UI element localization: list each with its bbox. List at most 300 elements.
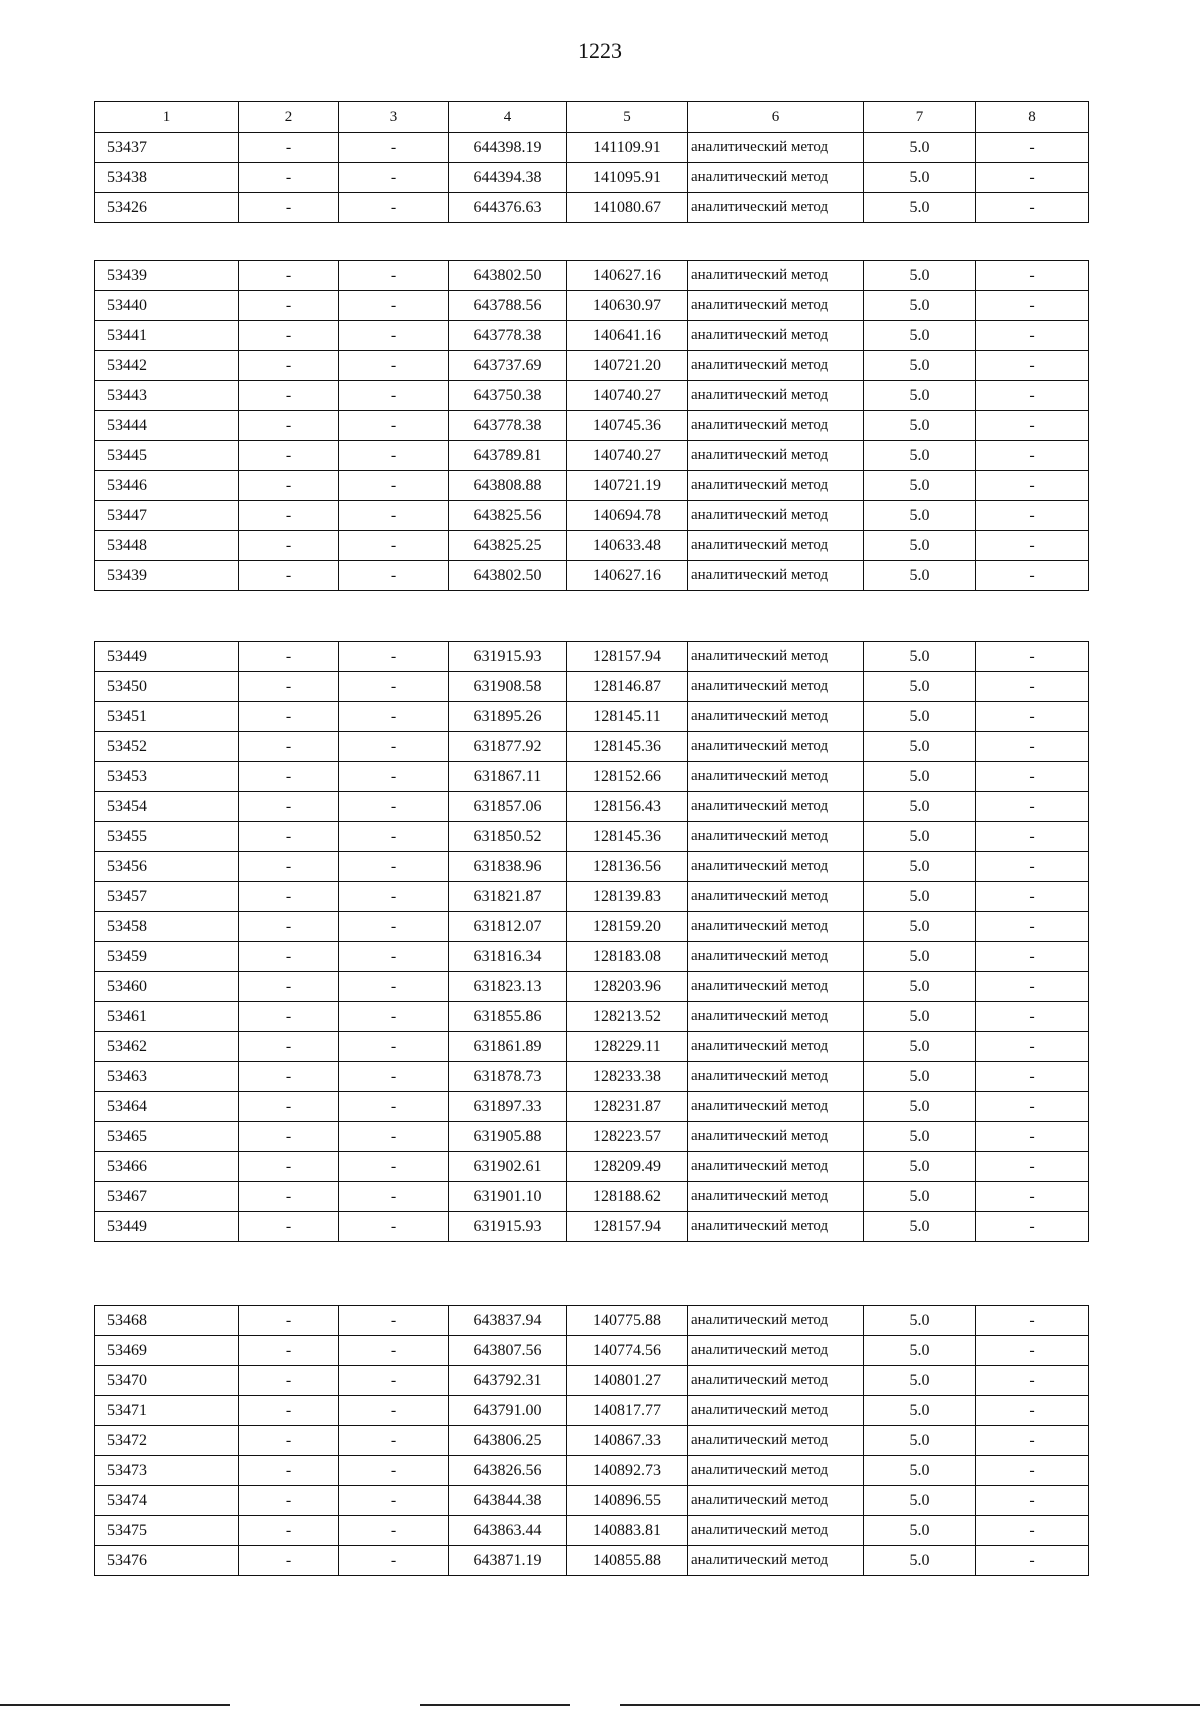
cell-coord-x: 644376.63 bbox=[449, 193, 567, 223]
cell-col-2: - bbox=[239, 1546, 339, 1576]
cell-coord-y: 128188.62 bbox=[567, 1182, 688, 1212]
table-row bbox=[95, 471, 1089, 501]
table-row bbox=[95, 1486, 1089, 1516]
cell-col-2: - bbox=[239, 501, 339, 531]
cell-coord-y: 128231.87 bbox=[567, 1092, 688, 1122]
cell-col-8: - bbox=[976, 1182, 1089, 1212]
cell-col-2: - bbox=[239, 972, 339, 1002]
cell-col-8: - bbox=[976, 942, 1089, 972]
cell-col-8: - bbox=[976, 702, 1089, 732]
cell-accuracy: 5.0 bbox=[864, 972, 976, 1002]
cell-point-number: 53468 bbox=[95, 1306, 239, 1336]
cell-coord-y: 141080.67 bbox=[567, 193, 688, 223]
table-row bbox=[95, 822, 1089, 852]
coordinates-table-block-1 bbox=[94, 101, 1089, 223]
cell-coord-x: 643825.56 bbox=[449, 501, 567, 531]
cell-coord-x: 643825.25 bbox=[449, 531, 567, 561]
cell-coord-y: 140801.27 bbox=[567, 1366, 688, 1396]
cell-point-number: 53465 bbox=[95, 1122, 239, 1152]
cell-coord-x: 631901.10 bbox=[449, 1182, 567, 1212]
column-header: 6 bbox=[688, 102, 864, 133]
cell-col-3: - bbox=[339, 1426, 449, 1456]
cell-accuracy: 5.0 bbox=[864, 133, 976, 163]
cell-method: аналитический метод bbox=[688, 1546, 864, 1576]
cell-method: аналитический метод bbox=[688, 732, 864, 762]
cell-col-3: - bbox=[339, 1212, 449, 1242]
cell-col-2: - bbox=[239, 133, 339, 163]
cell-col-3: - bbox=[339, 1062, 449, 1092]
cell-coord-y: 140896.55 bbox=[567, 1486, 688, 1516]
column-header: 8 bbox=[976, 102, 1089, 133]
cell-point-number: 53466 bbox=[95, 1152, 239, 1182]
cell-accuracy: 5.0 bbox=[864, 351, 976, 381]
cell-col-3: - bbox=[339, 351, 449, 381]
cell-method: аналитический метод bbox=[688, 642, 864, 672]
table-row bbox=[95, 1306, 1089, 1336]
cell-col-2: - bbox=[239, 531, 339, 561]
cell-col-3: - bbox=[339, 642, 449, 672]
table-row bbox=[95, 261, 1089, 291]
cell-coord-y: 140641.16 bbox=[567, 321, 688, 351]
cell-coord-x: 631821.87 bbox=[449, 882, 567, 912]
cell-coord-x: 631850.52 bbox=[449, 822, 567, 852]
cell-coord-x: 631861.89 bbox=[449, 1032, 567, 1062]
cell-coord-y: 128156.43 bbox=[567, 792, 688, 822]
cell-col-3: - bbox=[339, 912, 449, 942]
cell-coord-y: 128223.57 bbox=[567, 1122, 688, 1152]
cell-point-number: 53440 bbox=[95, 291, 239, 321]
column-header: 1 bbox=[95, 102, 239, 133]
cell-point-number: 53472 bbox=[95, 1426, 239, 1456]
cell-method: аналитический метод bbox=[688, 501, 864, 531]
cell-coord-x: 643837.94 bbox=[449, 1306, 567, 1336]
cell-point-number: 53443 bbox=[95, 381, 239, 411]
cell-col-2: - bbox=[239, 561, 339, 591]
cell-coord-x: 643802.50 bbox=[449, 561, 567, 591]
cell-coord-y: 141095.91 bbox=[567, 163, 688, 193]
cell-col-3: - bbox=[339, 1546, 449, 1576]
cell-point-number: 53469 bbox=[95, 1336, 239, 1366]
cell-coord-x: 643778.38 bbox=[449, 321, 567, 351]
cell-point-number: 53457 bbox=[95, 882, 239, 912]
cell-coord-y: 140855.88 bbox=[567, 1546, 688, 1576]
cell-coord-x: 643806.25 bbox=[449, 1426, 567, 1456]
cell-point-number: 53474 bbox=[95, 1486, 239, 1516]
cell-accuracy: 5.0 bbox=[864, 1366, 976, 1396]
cell-col-8: - bbox=[976, 1062, 1089, 1092]
cell-coord-y: 128209.49 bbox=[567, 1152, 688, 1182]
cell-col-8: - bbox=[976, 642, 1089, 672]
cell-accuracy: 5.0 bbox=[864, 852, 976, 882]
cell-point-number: 53459 bbox=[95, 942, 239, 972]
cell-accuracy: 5.0 bbox=[864, 381, 976, 411]
cell-col-3: - bbox=[339, 1456, 449, 1486]
cell-coord-x: 631816.34 bbox=[449, 942, 567, 972]
cell-col-2: - bbox=[239, 1032, 339, 1062]
column-header: 3 bbox=[339, 102, 449, 133]
cell-col-3: - bbox=[339, 1336, 449, 1366]
scan-edge-line bbox=[620, 1704, 1200, 1706]
cell-coord-x: 643750.38 bbox=[449, 381, 567, 411]
cell-col-3: - bbox=[339, 321, 449, 351]
cell-coord-y: 128203.96 bbox=[567, 972, 688, 1002]
cell-col-8: - bbox=[976, 381, 1089, 411]
cell-col-2: - bbox=[239, 411, 339, 441]
cell-method: аналитический метод bbox=[688, 702, 864, 732]
table-row bbox=[95, 1546, 1089, 1576]
cell-col-3: - bbox=[339, 1182, 449, 1212]
scan-edge-line bbox=[420, 1704, 570, 1706]
cell-accuracy: 5.0 bbox=[864, 501, 976, 531]
cell-coord-y: 128139.83 bbox=[567, 882, 688, 912]
cell-coord-x: 643844.38 bbox=[449, 1486, 567, 1516]
cell-col-2: - bbox=[239, 792, 339, 822]
cell-coord-y: 140627.16 bbox=[567, 261, 688, 291]
table-row bbox=[95, 1032, 1089, 1062]
cell-method: аналитический метод bbox=[688, 1122, 864, 1152]
cell-col-8: - bbox=[976, 1002, 1089, 1032]
table-row bbox=[95, 1426, 1089, 1456]
cell-col-3: - bbox=[339, 471, 449, 501]
table-row bbox=[95, 882, 1089, 912]
cell-col-2: - bbox=[239, 702, 339, 732]
cell-point-number: 53467 bbox=[95, 1182, 239, 1212]
cell-col-2: - bbox=[239, 1516, 339, 1546]
cell-method: аналитический метод bbox=[688, 1182, 864, 1212]
cell-col-3: - bbox=[339, 792, 449, 822]
cell-method: аналитический метод bbox=[688, 193, 864, 223]
cell-col-2: - bbox=[239, 471, 339, 501]
cell-coord-x: 643826.56 bbox=[449, 1456, 567, 1486]
cell-method: аналитический метод bbox=[688, 1002, 864, 1032]
cell-col-2: - bbox=[239, 1486, 339, 1516]
cell-accuracy: 5.0 bbox=[864, 1396, 976, 1426]
cell-accuracy: 5.0 bbox=[864, 1002, 976, 1032]
cell-col-8: - bbox=[976, 531, 1089, 561]
scan-edge-line bbox=[0, 1704, 230, 1706]
cell-method: аналитический метод bbox=[688, 822, 864, 852]
cell-col-8: - bbox=[976, 762, 1089, 792]
cell-col-8: - bbox=[976, 1092, 1089, 1122]
cell-coord-y: 128145.36 bbox=[567, 732, 688, 762]
cell-coord-y: 140740.27 bbox=[567, 441, 688, 471]
cell-point-number: 53448 bbox=[95, 531, 239, 561]
table-row bbox=[95, 381, 1089, 411]
cell-point-number: 53447 bbox=[95, 501, 239, 531]
cell-col-3: - bbox=[339, 942, 449, 972]
cell-accuracy: 5.0 bbox=[864, 561, 976, 591]
cell-col-3: - bbox=[339, 672, 449, 702]
cell-coord-y: 140867.33 bbox=[567, 1426, 688, 1456]
cell-col-3: - bbox=[339, 852, 449, 882]
cell-method: аналитический метод bbox=[688, 1456, 864, 1486]
table-row bbox=[95, 1456, 1089, 1486]
cell-point-number: 53446 bbox=[95, 471, 239, 501]
cell-accuracy: 5.0 bbox=[864, 193, 976, 223]
cell-coord-x: 631915.93 bbox=[449, 642, 567, 672]
cell-method: аналитический метод bbox=[688, 381, 864, 411]
cell-accuracy: 5.0 bbox=[864, 942, 976, 972]
cell-coord-y: 128213.52 bbox=[567, 1002, 688, 1032]
cell-point-number: 53463 bbox=[95, 1062, 239, 1092]
table-row bbox=[95, 133, 1089, 163]
cell-accuracy: 5.0 bbox=[864, 163, 976, 193]
cell-method: аналитический метод bbox=[688, 1062, 864, 1092]
cell-accuracy: 5.0 bbox=[864, 1456, 976, 1486]
cell-accuracy: 5.0 bbox=[864, 1426, 976, 1456]
cell-coord-y: 140721.19 bbox=[567, 471, 688, 501]
cell-method: аналитический метод bbox=[688, 561, 864, 591]
table-row bbox=[95, 321, 1089, 351]
cell-point-number: 53439 bbox=[95, 261, 239, 291]
cell-coord-x: 643807.56 bbox=[449, 1336, 567, 1366]
cell-col-2: - bbox=[239, 1366, 339, 1396]
cell-coord-y: 128152.66 bbox=[567, 762, 688, 792]
cell-point-number: 53458 bbox=[95, 912, 239, 942]
cell-method: аналитический метод bbox=[688, 351, 864, 381]
cell-accuracy: 5.0 bbox=[864, 1032, 976, 1062]
cell-point-number: 53449 bbox=[95, 1212, 239, 1242]
cell-col-2: - bbox=[239, 261, 339, 291]
cell-accuracy: 5.0 bbox=[864, 1152, 976, 1182]
cell-coord-x: 643808.88 bbox=[449, 471, 567, 501]
table-row bbox=[95, 972, 1089, 1002]
table-row bbox=[95, 942, 1089, 972]
cell-col-8: - bbox=[976, 1366, 1089, 1396]
cell-col-8: - bbox=[976, 1396, 1089, 1426]
cell-accuracy: 5.0 bbox=[864, 1122, 976, 1152]
cell-point-number: 53444 bbox=[95, 411, 239, 441]
cell-col-8: - bbox=[976, 1152, 1089, 1182]
cell-col-2: - bbox=[239, 1396, 339, 1426]
cell-coord-x: 631915.93 bbox=[449, 1212, 567, 1242]
table-row bbox=[95, 1092, 1089, 1122]
cell-coord-y: 140721.20 bbox=[567, 351, 688, 381]
cell-col-8: - bbox=[976, 1212, 1089, 1242]
cell-col-3: - bbox=[339, 882, 449, 912]
cell-coord-y: 140694.78 bbox=[567, 501, 688, 531]
cell-col-2: - bbox=[239, 882, 339, 912]
cell-coord-x: 644394.38 bbox=[449, 163, 567, 193]
cell-point-number: 53449 bbox=[95, 642, 239, 672]
cell-col-2: - bbox=[239, 642, 339, 672]
table-row bbox=[95, 1212, 1089, 1242]
cell-coord-x: 631908.58 bbox=[449, 672, 567, 702]
cell-col-3: - bbox=[339, 193, 449, 223]
cell-col-8: - bbox=[976, 351, 1089, 381]
cell-coord-x: 643871.19 bbox=[449, 1546, 567, 1576]
table-row bbox=[95, 193, 1089, 223]
cell-method: аналитический метод bbox=[688, 762, 864, 792]
cell-col-8: - bbox=[976, 1032, 1089, 1062]
cell-method: аналитический метод bbox=[688, 1212, 864, 1242]
cell-coord-y: 128136.56 bbox=[567, 852, 688, 882]
cell-col-8: - bbox=[976, 792, 1089, 822]
cell-col-2: - bbox=[239, 351, 339, 381]
cell-point-number: 53445 bbox=[95, 441, 239, 471]
table-row bbox=[95, 912, 1089, 942]
table-row bbox=[95, 792, 1089, 822]
cell-method: аналитический метод bbox=[688, 163, 864, 193]
cell-accuracy: 5.0 bbox=[864, 291, 976, 321]
cell-col-2: - bbox=[239, 1336, 339, 1366]
cell-point-number: 53439 bbox=[95, 561, 239, 591]
cell-col-8: - bbox=[976, 471, 1089, 501]
cell-method: аналитический метод bbox=[688, 1092, 864, 1122]
cell-accuracy: 5.0 bbox=[864, 1306, 976, 1336]
cell-col-3: - bbox=[339, 972, 449, 1002]
cell-method: аналитический метод bbox=[688, 1336, 864, 1366]
cell-accuracy: 5.0 bbox=[864, 1546, 976, 1576]
cell-method: аналитический метод bbox=[688, 261, 864, 291]
cell-coord-x: 643802.50 bbox=[449, 261, 567, 291]
cell-col-8: - bbox=[976, 561, 1089, 591]
cell-coord-y: 128159.20 bbox=[567, 912, 688, 942]
cell-col-8: - bbox=[976, 912, 1089, 942]
cell-col-8: - bbox=[976, 1426, 1089, 1456]
table-row bbox=[95, 762, 1089, 792]
cell-accuracy: 5.0 bbox=[864, 531, 976, 561]
table-row bbox=[95, 1062, 1089, 1092]
cell-coord-x: 631877.92 bbox=[449, 732, 567, 762]
cell-col-8: - bbox=[976, 1306, 1089, 1336]
cell-point-number: 53450 bbox=[95, 672, 239, 702]
cell-coord-y: 128233.38 bbox=[567, 1062, 688, 1092]
table-row bbox=[95, 672, 1089, 702]
cell-method: аналитический метод bbox=[688, 792, 864, 822]
cell-col-2: - bbox=[239, 1122, 339, 1152]
cell-accuracy: 5.0 bbox=[864, 1486, 976, 1516]
cell-col-8: - bbox=[976, 193, 1089, 223]
cell-coord-x: 631905.88 bbox=[449, 1122, 567, 1152]
cell-point-number: 53442 bbox=[95, 351, 239, 381]
cell-col-2: - bbox=[239, 1182, 339, 1212]
cell-coord-x: 643788.56 bbox=[449, 291, 567, 321]
cell-method: аналитический метод bbox=[688, 291, 864, 321]
cell-col-3: - bbox=[339, 822, 449, 852]
cell-col-3: - bbox=[339, 1032, 449, 1062]
cell-coord-y: 128157.94 bbox=[567, 642, 688, 672]
cell-col-3: - bbox=[339, 1306, 449, 1336]
cell-method: аналитический метод bbox=[688, 471, 864, 501]
cell-point-number: 53451 bbox=[95, 702, 239, 732]
cell-accuracy: 5.0 bbox=[864, 441, 976, 471]
table-row bbox=[95, 1152, 1089, 1182]
cell-col-8: - bbox=[976, 732, 1089, 762]
cell-coord-x: 631878.73 bbox=[449, 1062, 567, 1092]
cell-coord-y: 128157.94 bbox=[567, 1212, 688, 1242]
cell-coord-x: 631857.06 bbox=[449, 792, 567, 822]
cell-accuracy: 5.0 bbox=[864, 1212, 976, 1242]
cell-coord-y: 140745.36 bbox=[567, 411, 688, 441]
cell-method: аналитический метод bbox=[688, 1152, 864, 1182]
cell-col-2: - bbox=[239, 732, 339, 762]
cell-point-number: 53455 bbox=[95, 822, 239, 852]
cell-method: аналитический метод bbox=[688, 912, 864, 942]
cell-coord-y: 140740.27 bbox=[567, 381, 688, 411]
table-row bbox=[95, 291, 1089, 321]
cell-coord-x: 643791.00 bbox=[449, 1396, 567, 1426]
cell-coord-y: 128145.36 bbox=[567, 822, 688, 852]
table-row bbox=[95, 732, 1089, 762]
cell-method: аналитический метод bbox=[688, 852, 864, 882]
cell-col-3: - bbox=[339, 732, 449, 762]
cell-accuracy: 5.0 bbox=[864, 321, 976, 351]
cell-coord-y: 128145.11 bbox=[567, 702, 688, 732]
cell-accuracy: 5.0 bbox=[864, 471, 976, 501]
table-row bbox=[95, 1182, 1089, 1212]
cell-method: аналитический метод bbox=[688, 1366, 864, 1396]
cell-col-3: - bbox=[339, 1002, 449, 1032]
cell-col-8: - bbox=[976, 261, 1089, 291]
cell-accuracy: 5.0 bbox=[864, 672, 976, 702]
cell-accuracy: 5.0 bbox=[864, 1182, 976, 1212]
table-row bbox=[95, 852, 1089, 882]
cell-method: аналитический метод bbox=[688, 1396, 864, 1426]
cell-col-3: - bbox=[339, 163, 449, 193]
column-header: 7 bbox=[864, 102, 976, 133]
cell-method: аналитический метод bbox=[688, 972, 864, 1002]
cell-coord-y: 140817.77 bbox=[567, 1396, 688, 1426]
table-row bbox=[95, 441, 1089, 471]
table-row bbox=[95, 561, 1089, 591]
cell-accuracy: 5.0 bbox=[864, 702, 976, 732]
cell-col-2: - bbox=[239, 441, 339, 471]
cell-coord-x: 643778.38 bbox=[449, 411, 567, 441]
cell-col-3: - bbox=[339, 1152, 449, 1182]
cell-point-number: 53454 bbox=[95, 792, 239, 822]
cell-col-8: - bbox=[976, 822, 1089, 852]
cell-accuracy: 5.0 bbox=[864, 1516, 976, 1546]
table-row bbox=[95, 1336, 1089, 1366]
table-row bbox=[95, 351, 1089, 381]
cell-col-2: - bbox=[239, 1426, 339, 1456]
column-header: 4 bbox=[449, 102, 567, 133]
cell-method: аналитический метод bbox=[688, 672, 864, 702]
table-row bbox=[95, 1396, 1089, 1426]
cell-col-2: - bbox=[239, 381, 339, 411]
cell-col-3: - bbox=[339, 531, 449, 561]
cell-point-number: 53470 bbox=[95, 1366, 239, 1396]
coordinates-table-block-4 bbox=[94, 1305, 1089, 1576]
cell-point-number: 53456 bbox=[95, 852, 239, 882]
cell-method: аналитический метод bbox=[688, 133, 864, 163]
cell-coord-y: 140627.16 bbox=[567, 561, 688, 591]
cell-point-number: 53473 bbox=[95, 1456, 239, 1486]
cell-accuracy: 5.0 bbox=[864, 1092, 976, 1122]
cell-col-2: - bbox=[239, 1152, 339, 1182]
cell-coord-y: 140630.97 bbox=[567, 291, 688, 321]
coordinates-table-block-3 bbox=[94, 641, 1089, 1242]
cell-col-8: - bbox=[976, 441, 1089, 471]
page-number: 1223 bbox=[578, 38, 622, 63]
cell-coord-x: 631867.11 bbox=[449, 762, 567, 792]
cell-col-3: - bbox=[339, 561, 449, 591]
cell-point-number: 53438 bbox=[95, 163, 239, 193]
cell-coord-y: 141109.91 bbox=[567, 133, 688, 163]
cell-point-number: 53426 bbox=[95, 193, 239, 223]
cell-coord-x: 631902.61 bbox=[449, 1152, 567, 1182]
cell-col-8: - bbox=[976, 852, 1089, 882]
cell-accuracy: 5.0 bbox=[864, 762, 976, 792]
cell-coord-y: 140774.56 bbox=[567, 1336, 688, 1366]
cell-accuracy: 5.0 bbox=[864, 732, 976, 762]
cell-col-2: - bbox=[239, 1062, 339, 1092]
cell-method: аналитический метод bbox=[688, 1306, 864, 1336]
cell-coord-x: 631855.86 bbox=[449, 1002, 567, 1032]
cell-method: аналитический метод bbox=[688, 942, 864, 972]
cell-method: аналитический метод bbox=[688, 1032, 864, 1062]
